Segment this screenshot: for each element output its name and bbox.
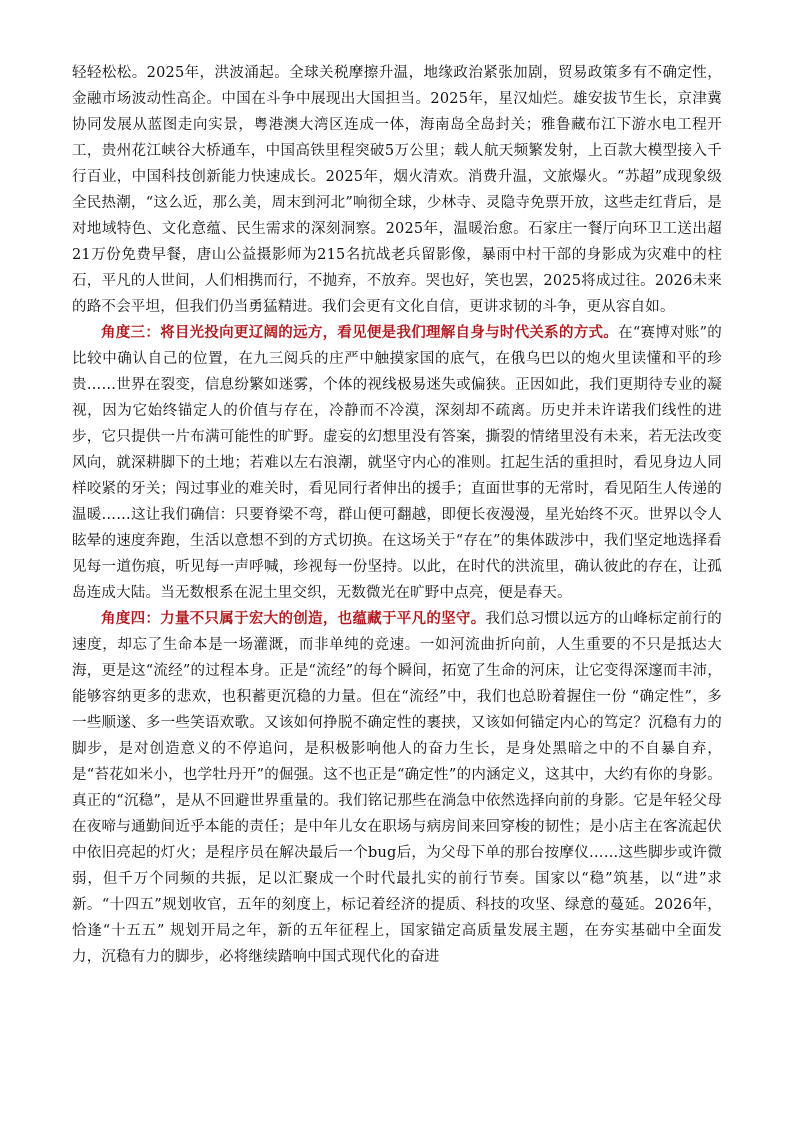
paragraph-text: 我们总习惯以远方的山峰标定前行的速度，却忘了生命本是一场灌溉，而非单纯的竞速。一如河流曲折向前，人生重要的不只是抵达大海，更是这“流经”的过程本身。正是“流经”的每个瞬间，拓宽了生命的河床，让它变得深邃而丰沛，能够容纳更多的悲欢，也积蓄更沉稳的力量。但在“流经”中，我们也总盼着握住一份 “确定性”，多一些顺遂、多一些笑语欢歌。又该如何挣脱不确定性的裹挟，又该如何锚定内心的笃定？沉稳有力的脚步，是对创造意义的不停追问，是积极影响他人的奋力生长，是身处黑暗之中的不自暴自弃，是“苔花如米小，也学牡丹开”的倔强。这不也正是“确定性”的内涵定义，这其中，大约有你的身影。真正的“沉稳”，是从不回避世界重量的。我们铭记那些在淌急中依然选择向前的身影。它是年轻父母在夜啼与通勤间近乎本能的责任；是中年儿女在职场与病房间来回穿梭的韧性；是小店主在客流起伏中依旧亮起的灯火；是程序员在解决最后一个bug后，为父母下单的那台按摩仪……这些脚步或许微弱，但千万个同频的共振，足以汇聚成一个时代最扎实的前行节奏。国家以“稳”筑基，以“进”求新。“十四五”规划收官，五年的刻度上，标记着经济的提质、科技的攻坚、绿意的蔓延。2026年，恰逢“十五五” 规划开局之年，新的五年征程上，国家锚定高质量发展主题，在夯实基础中全面发力，沉稳有力的脚步，必将继续踏响中国式现代化的奋进: [72, 611, 722, 965]
paragraph-text: 轻轻松松。2025年，洪波涌起。全球关税摩擦升温，地缘政治紧张加剧，贸易政策多有不确定性，金融市场波动性高企。中国在斗争中展现出大国担当。2025年，星汉灿烂。雄安拔节生长，京津冀协同发展从蓝图走向实景，粤港澳大湾区连成一体，海南岛全岛封关；雅鲁藏布江下游水电工程开工，贵州花江峡谷大桥通车，中国高铁里程突破5万公里；载人航天频繁发射，上百款大模型接入千行百业，中国科技创新能力快速成长。2025年，烟火清欢。消费升温，文旅爆火。“苏超”成现象级全民热潮，“这么近，那么美，周末到河北”响彻全球，少林寺、灵隐寺免票开放，这些走红背后，是对地域特色、文化意蕴、民生需求的深刻洞察。2025年，温暖治愈。石家庄一餐厅向环卫工送出超21万份免费早餐，唐山公益摄影师为215名抗战老兵留影像，暴雨中村干部的身影成为灾难中的柱石，平凡的人世间，人们相携而行，不抛弃，不放弃。哭也好，笑也罢，2025将成过往。2026未来的路不会平坦，但我们仍当勇猛精进。我们会更有文化自信，更讲求韧的斗争，更从容自如。: [72, 65, 722, 315]
paragraph-angle-four: [72, 606, 722, 970]
angle-three-heading: 角度三：将目光投向更辽阔的远方，看见便是我们理解自身与时代关系的方式。: [101, 324, 619, 341]
paragraph-text: 在“赛博对账”的比较中确认自己的位置，在九三阅兵的庄严中触摸家国的底气，在俄乌巴以的炮火里读懂和平的珍贵……世界在裂变，信息纷繁如迷雾，个体的视线极易迷失或偏狭。正因如此，我们更期待专业的凝视，因为它始终锚定人的价值与存在，冷静而不冷漠，深刻却不疏离。历史并未许诺我们线性的进步，它只提供一片布满可能性的旷野。虚妄的幻想里没有答案，撕裂的情绪里没有未来，若无法改变风向，就深耕脚下的土地；若难以左右浪潮，就坚守内心的准则。扛起生活的重担时，看见身边人同样咬紧的牙关；闯过事业的难关时，看见同行者伸出的援手；直面世事的无常时，看见陌生人传递的温暖……这让我们确信：只要脊梁不弯，群山便可翻越，即便长夜漫漫，星光始终不灭。世界以令人眩晕的速度奔跑，生活以意想不到的方式切换。在这场关于“存在”的集体跋涉中，我们坚定地选择看见每一道伤痕，听见每一声呼喊，珍视每一份坚持。以此，在时代的洪流里，确认彼此的存在，让孤岛连成大陆。当无数根系在泥土里交织，无数微光在旷野中点亮，便是春天。: [72, 325, 722, 601]
paragraph-continuation: [72, 60, 722, 320]
angle-four-heading: 角度四：力量不只属于宏大的创造，也蕴藏于平凡的坚守。: [101, 610, 486, 627]
paragraph-angle-three: [72, 320, 722, 606]
document-body: [72, 60, 722, 970]
